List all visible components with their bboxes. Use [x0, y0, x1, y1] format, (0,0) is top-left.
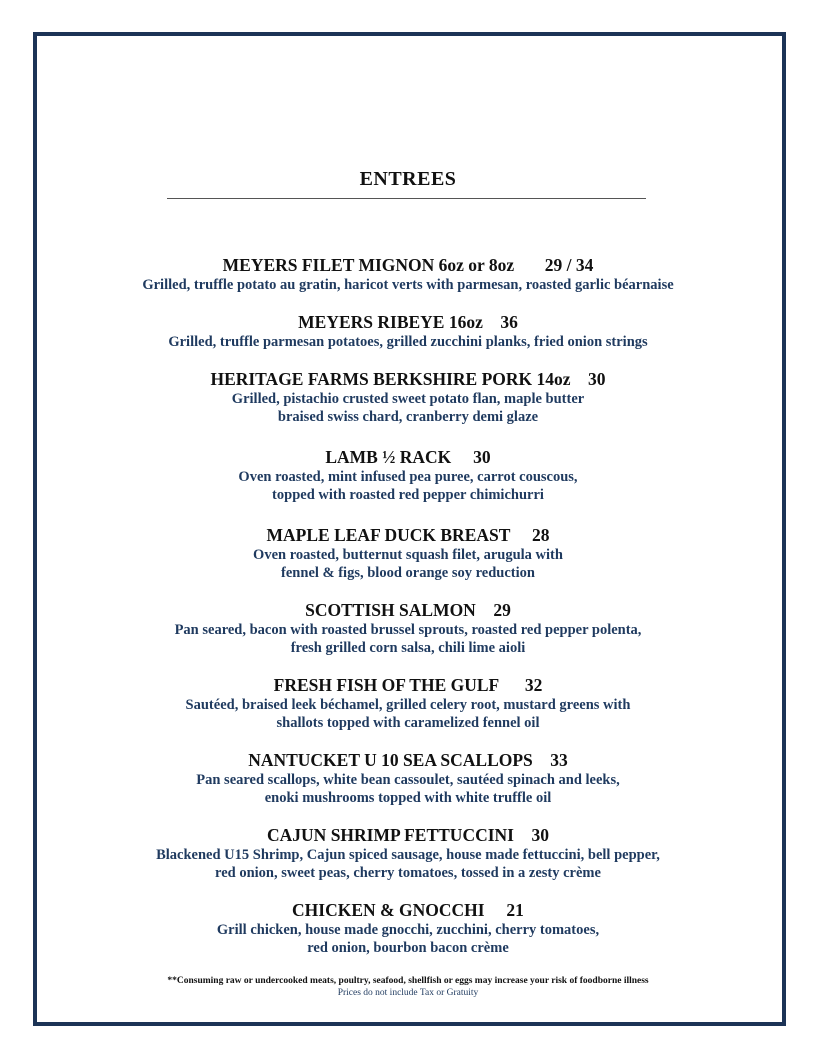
menu-footer — [0, 975, 816, 999]
description-line: topped with roasted red pepper chimichurri — [272, 487, 544, 503]
menu-item-name: HERITAGE FARMS BERKSHIRE PORK 14oz 30 — [210, 369, 606, 389]
description-line: enoki mushrooms topped with white truffle oil — [264, 790, 552, 806]
description-line: Grill chicken, house made gnocchi, zucchini, cherry tomatoes, — [216, 922, 600, 938]
description-line: Grilled, pistachio crusted sweet potato flan, maple butter — [231, 391, 585, 407]
menu-item-name: FRESH FISH OF THE GULF 32 — [273, 675, 543, 695]
menu-title: ENTREES — [359, 168, 457, 190]
description-line: Pan seared, bacon with roasted brussel sprouts, roasted red pepper polenta, — [174, 622, 642, 638]
menu-item-berkshire-pork — [0, 369, 816, 426]
description-line: Grilled, truffle potato au gratin, haricot verts with parmesan, roasted garlic béarnaise — [142, 277, 674, 293]
menu-item-name: MEYERS RIBEYE 16oz 36 — [298, 312, 518, 332]
menu-item-fresh-fish — [0, 675, 816, 732]
description-line: Oven roasted, butternut squash filet, arugula with — [253, 547, 563, 563]
menu-item-description — [0, 390, 816, 426]
menu-item-description — [0, 921, 816, 957]
tax-note: Prices do not include Tax or Gratuity — [337, 988, 479, 998]
description-line: red onion, bourbon bacon crème — [307, 940, 509, 956]
menu-item-description — [0, 846, 816, 882]
description-line: Blackened U15 Shrimp, Cajun spiced sausage, house made fettuccini, bell pepper, — [156, 847, 660, 863]
description-line: Pan seared scallops, white bean cassoulet, sautéed spinach and leeks, — [196, 772, 620, 788]
description-line: red onion, sweet peas, cherry tomatoes, tossed in a zesty crème — [215, 865, 601, 881]
title-divider — [167, 198, 646, 199]
description-line: Grilled, truffle parmesan potatoes, grilled zucchini planks, fried onion strings — [168, 334, 648, 350]
description-line: fennel & figs, blood orange soy reduction — [281, 565, 535, 581]
menu-item-name: NANTUCKET U 10 SEA SCALLOPS 33 — [248, 750, 568, 770]
menu-item-cajun-shrimp — [0, 825, 816, 882]
menu-item-description — [0, 333, 816, 351]
menu-item-description — [0, 771, 816, 807]
menu-item-name: LAMB ½ RACK 30 — [325, 447, 491, 467]
description-line: fresh grilled corn salsa, chili lime aioli — [290, 640, 526, 656]
menu-item-filet-mignon — [0, 255, 816, 294]
menu-item-sea-scallops — [0, 750, 816, 807]
menu-item-description — [0, 546, 816, 582]
menu-item-name: MEYERS FILET MIGNON 6oz or 8oz 29 / 34 — [222, 255, 594, 275]
menu-item-ribeye — [0, 312, 816, 351]
menu-item-description — [0, 276, 816, 294]
menu-item-description — [0, 696, 816, 732]
menu-item-name: CAJUN SHRIMP FETTUCCINI 30 — [267, 825, 549, 845]
menu-item-lamb-rack — [0, 447, 816, 504]
description-line: Sautéed, braised leek béchamel, grilled celery root, mustard greens with — [185, 697, 631, 713]
health-warning: **Consuming raw or undercooked meats, poultry, seafood, shellfish or eggs may increase your risk of foodborne illness — [167, 976, 649, 986]
menu-item-name: SCOTTISH SALMON 29 — [305, 600, 511, 620]
description-line: braised swiss chard, cranberry demi glaze — [277, 409, 539, 425]
menu-item-chicken-gnocchi — [0, 900, 816, 957]
menu-item-description — [0, 468, 816, 504]
menu-item-description — [0, 621, 816, 657]
description-line: shallots topped with caramelized fennel oil — [276, 715, 540, 731]
menu-item-name: CHICKEN & GNOCCHI 21 — [292, 900, 524, 920]
menu-item-scottish-salmon — [0, 600, 816, 657]
menu-item-name: MAPLE LEAF DUCK BREAST 28 — [266, 525, 550, 545]
menu-item-duck-breast — [0, 525, 816, 582]
description-line: Oven roasted, mint infused pea puree, carrot couscous, — [238, 469, 578, 485]
